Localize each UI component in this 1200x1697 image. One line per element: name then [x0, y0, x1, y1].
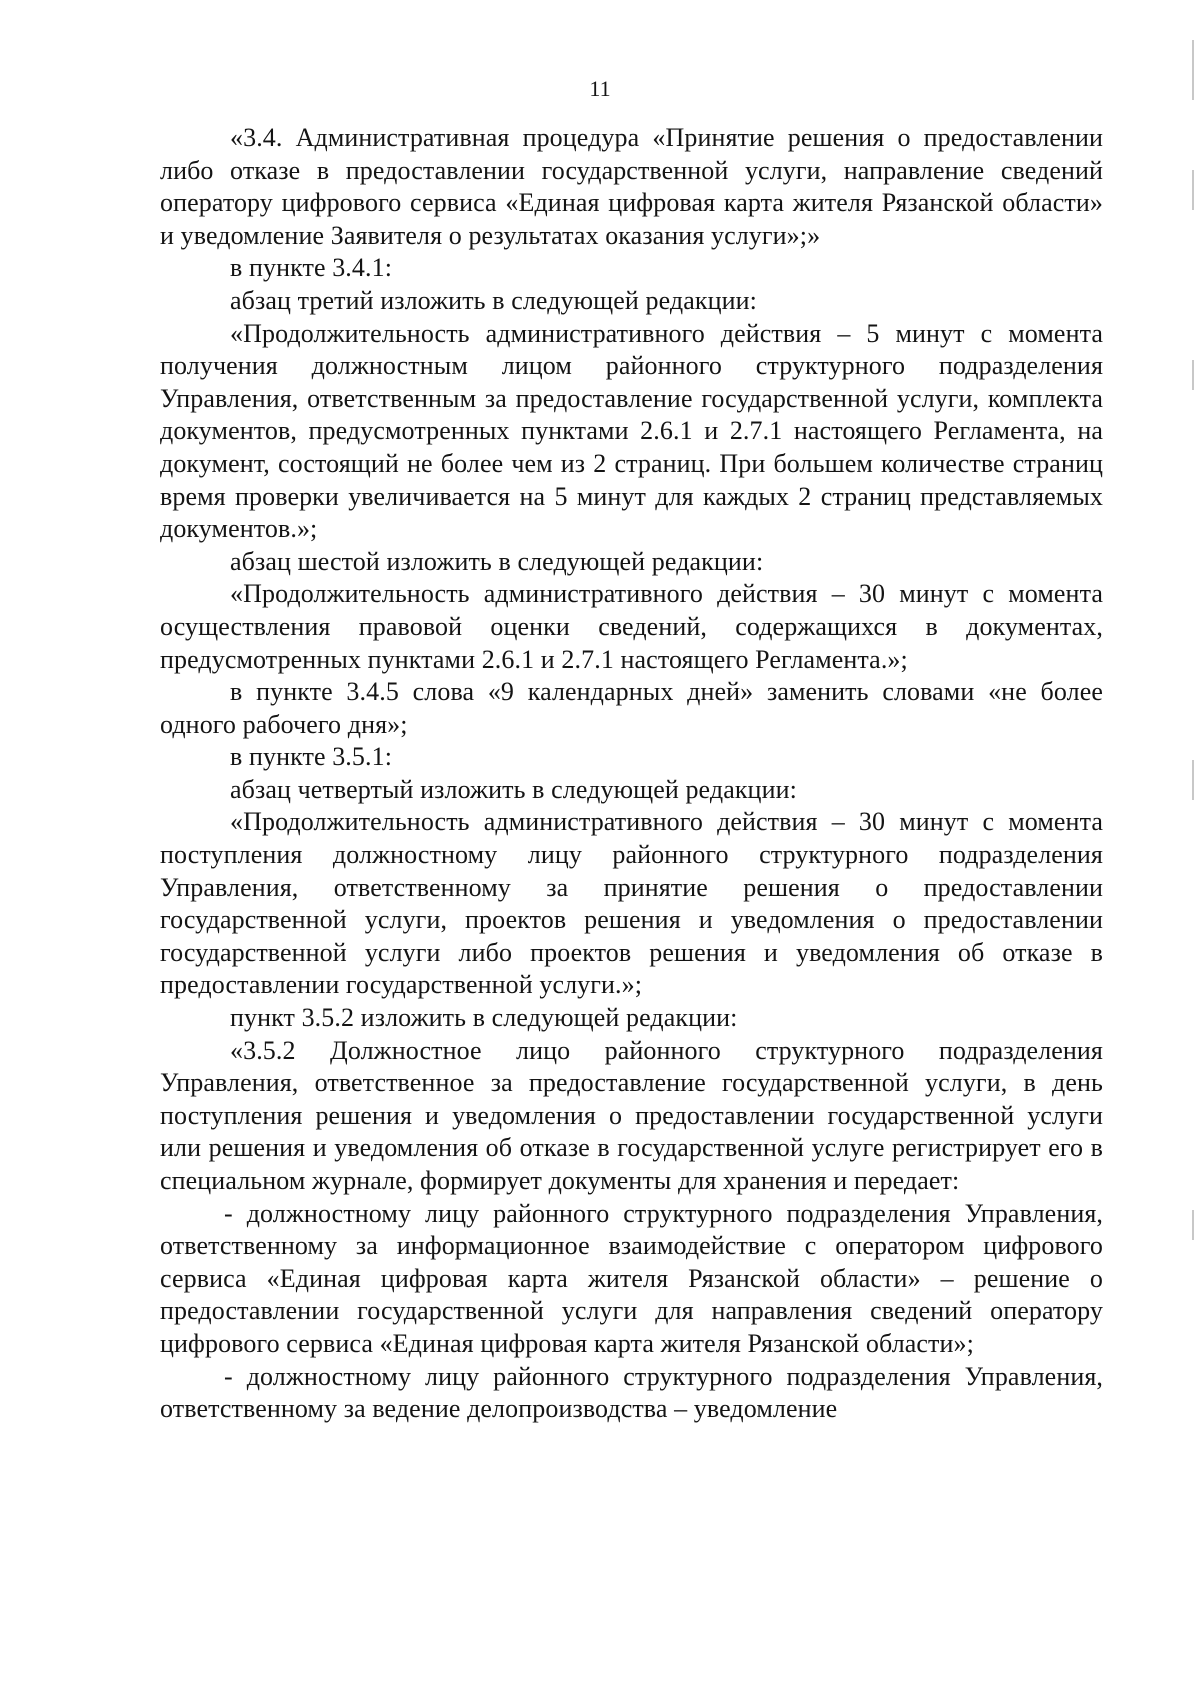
paragraph-point-3-5-1: в пункте 3.5.1:: [230, 742, 393, 772]
paragraph-point-3-5-2: пункт 3.5.2 изложить в следующей редакции:: [230, 1003, 738, 1033]
page-number: 11: [589, 76, 611, 101]
paragraph-dash-item-interaction: - должностному лицу районного структурного подразделения Управления, ответственному за информационное взаимодействие с оператором цифрового сервиса «Единая цифровая карта жителя Рязанской области» – решение о предоставлении государственной услуги для направления сведений оператору цифрового сервиса «Единая цифровая карта жителя Рязанской области»;: [160, 1198, 1103, 1358]
document-body: [160, 122, 1103, 1426]
paragraph-point-3-4-1: в пункте 3.4.1:: [230, 253, 393, 283]
paragraph-fourth-abzac: абзац четвертый изложить в следующей редакции:: [230, 774, 797, 804]
paragraph-third-abzac: абзац третий изложить в следующей редакции:: [230, 285, 757, 315]
paragraph-dash-item-records: - должностному лицу районного структурного подразделения Управления, ответственному за ведение делопроизводства – уведомление: [160, 1361, 1103, 1424]
paragraph-duration-5-min: «Продолжительность административного действия – 5 минут с момента получения должностным лицом районного структурного подразделения Управления, ответственным за предоставление государственной услуги, комплекта документов, предусмотренных пунктами 2.6.1 и 2.7.1 настоящего Регламента, на документ, состоящий не более чем из 2 страниц. При большем количестве страниц время проверки увеличивается на 5 минут для каждых 2 страниц представляемых документов.»;: [160, 318, 1103, 544]
paragraph-point-3-4-5: в пункте 3.4.5 слова «9 календарных дней» заменить словами «не более одного рабочего дня»;: [160, 677, 1103, 739]
scan-edge-mark: [1192, 360, 1194, 390]
paragraph-sixth-abzac: абзац шестой изложить в следующей редакции:: [230, 546, 764, 576]
scan-edge-mark: [1192, 760, 1194, 800]
paragraph-procedure-title: «3.4. Административная процедура «Принятие решения о предоставлении либо отказе в предоставлении государственной услуги, направление сведений оператору цифрового сервиса «Единая цифровая карта жителя Рязанской области» и уведомление Заявителя о результатах оказания услуги»;»: [160, 123, 1103, 250]
scan-edge-mark: [1192, 170, 1194, 210]
paragraph-duration-30-min-decision: «Продолжительность административного действия – 30 минут с момента поступления должностному лицу районного структурного подразделения Управления, ответственному за принятие решения о предоставлении государственной услуги, проектов решения и уведомления о предоставлении государственной услуги либо проектов решения и уведомления об отказе в предоставлении государственной услуги.»;: [160, 807, 1103, 1000]
scan-edge-mark: [1192, 1210, 1194, 1240]
paragraph-3-5-2-text: «3.5.2 Должностное лицо районного структурного подразделения Управления, ответственное за предоставление государственной услуги, в день поступления решения и уведомления о предоставлении государственной услуги или решения и уведомления об отказе в государственной услуге регистрирует его в специальном журнале, формирует документы для хранения и передает:: [160, 1035, 1103, 1195]
paragraph-duration-30-min-assessment: «Продолжительность административного действия – 30 минут с момента осуществления правовой оценки сведений, содержащихся в документах, предусмотренных пунктами 2.6.1 и 2.7.1 настоящего Регламента.»;: [160, 579, 1103, 674]
